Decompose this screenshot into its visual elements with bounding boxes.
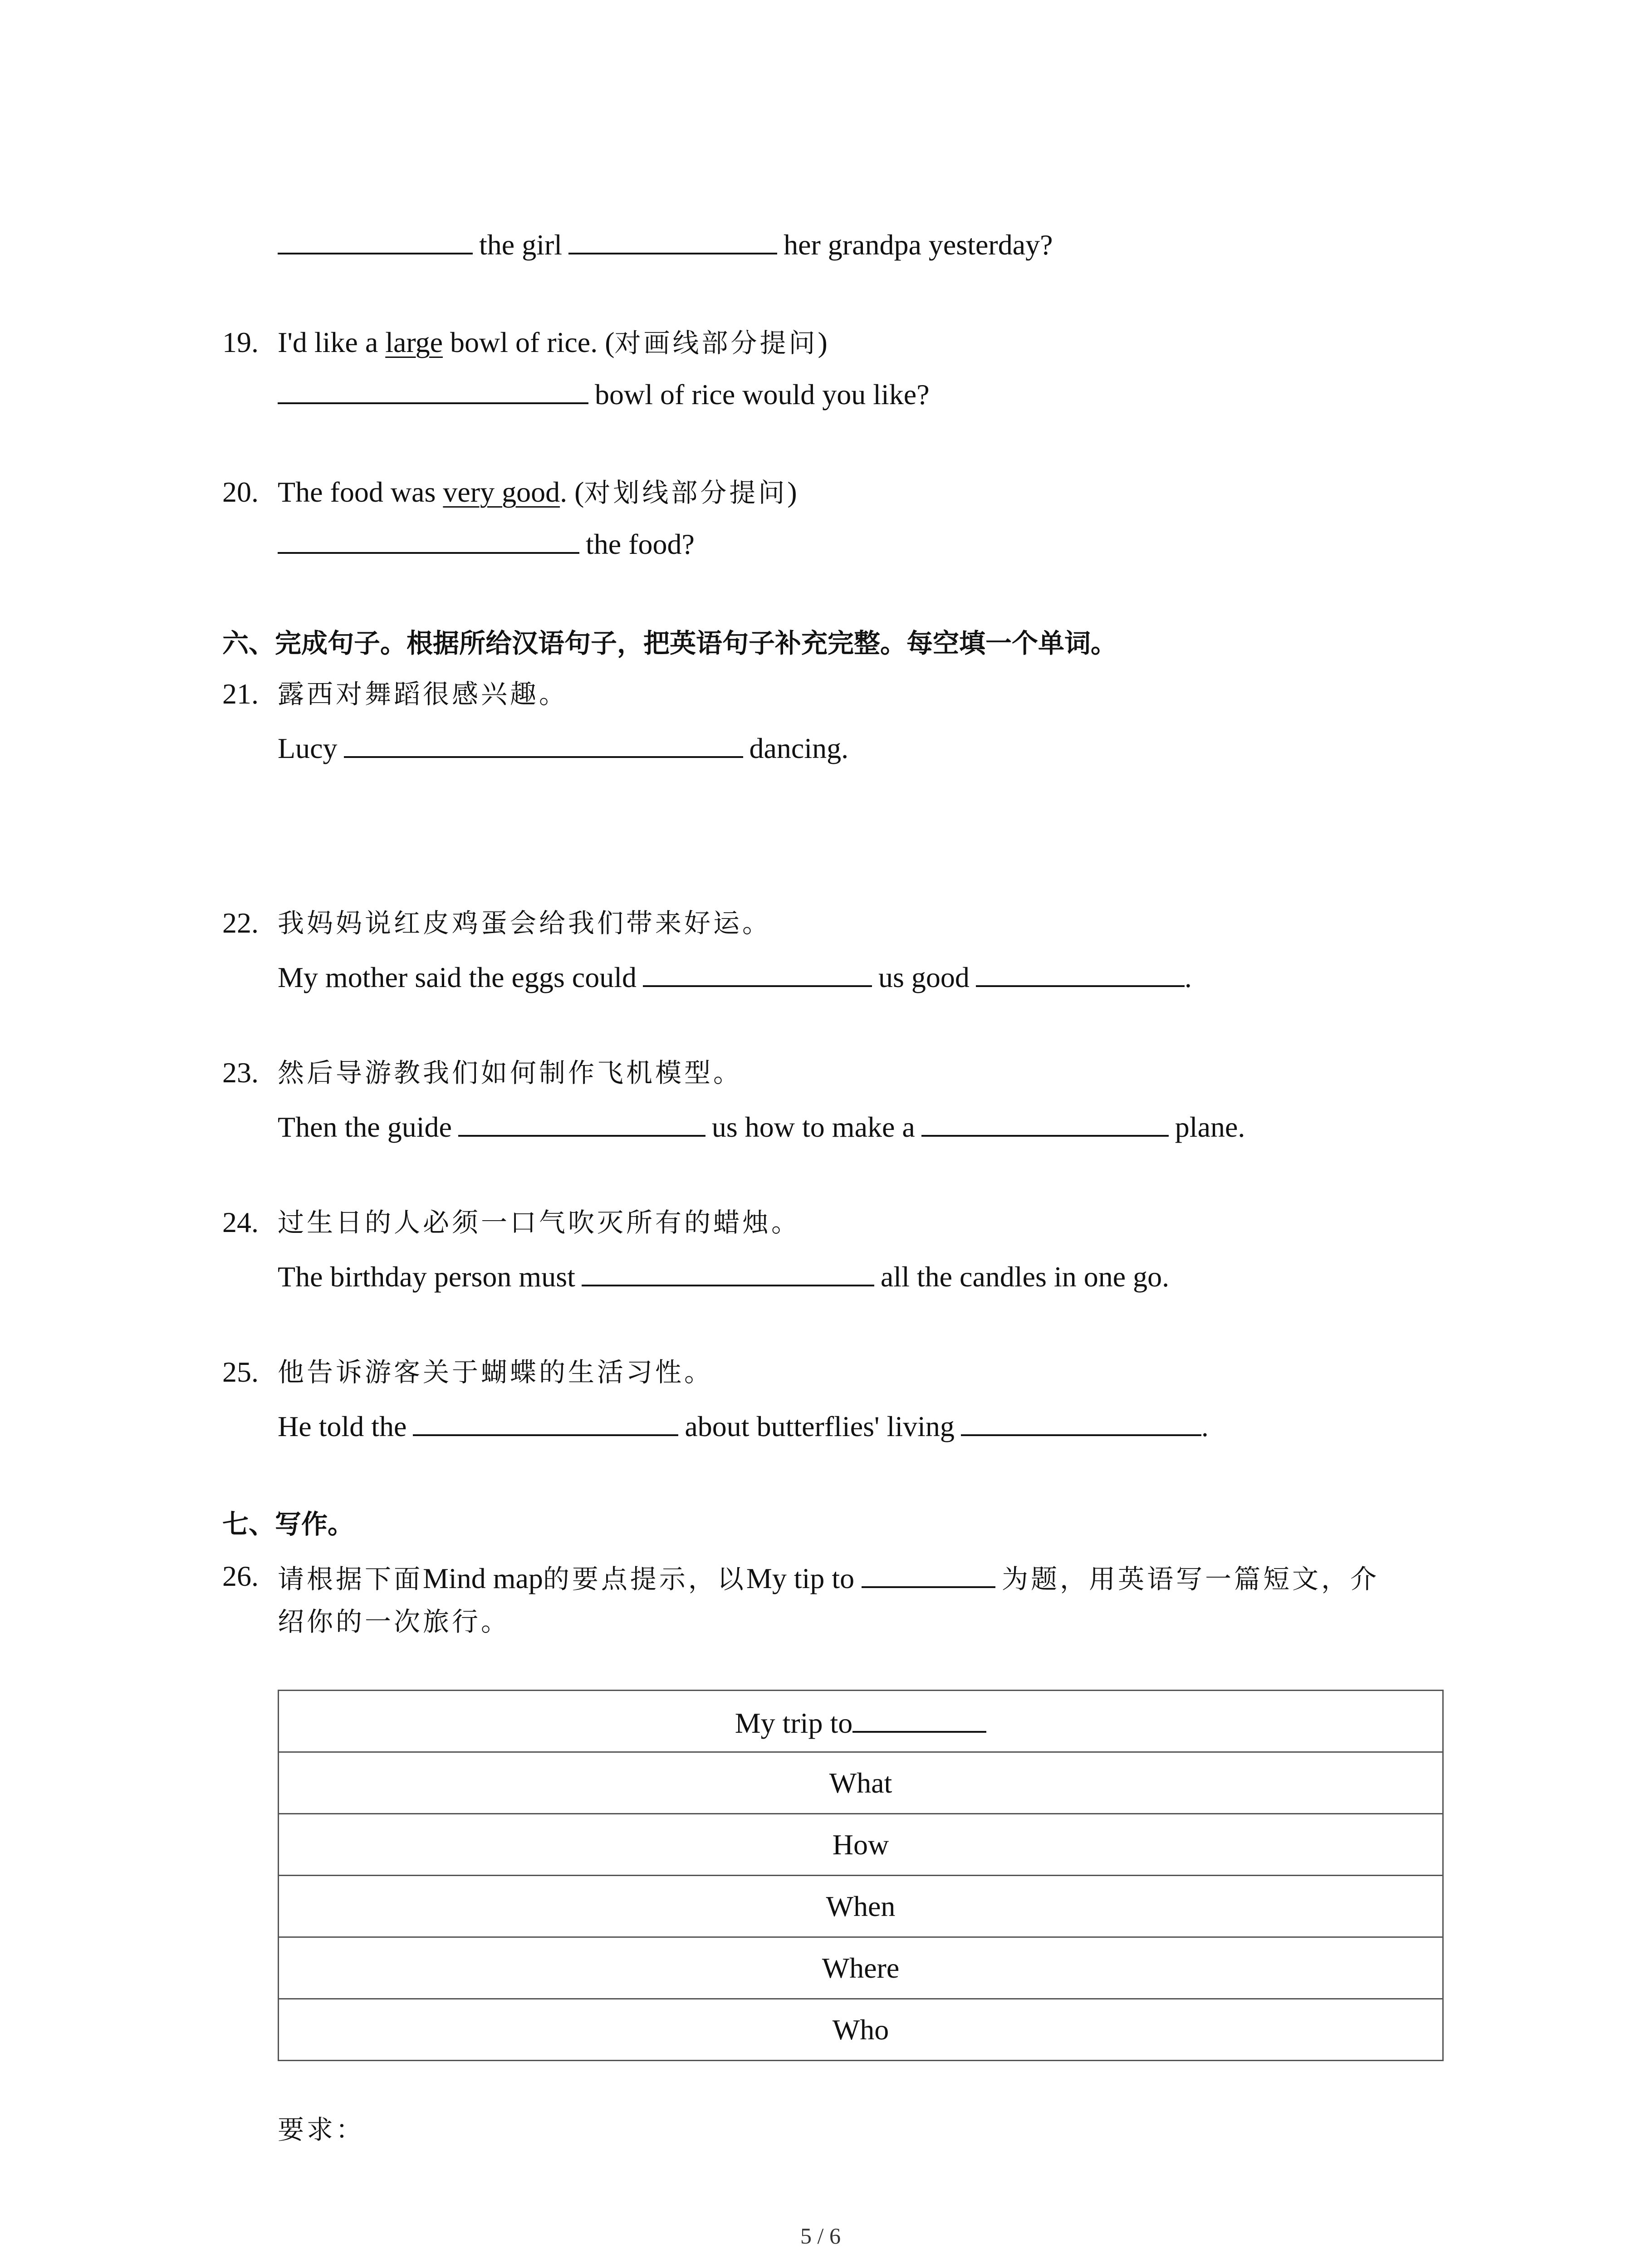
table-row [279, 1999, 1443, 2061]
q21-english [278, 728, 848, 767]
q24-english [278, 1256, 1169, 1295]
q19-underlined: large [385, 326, 443, 358]
q22-chinese: 我妈妈说红皮鸡蛋会给我们带来好运。 [278, 908, 772, 938]
mind-map-cell: Where [279, 1937, 1443, 1999]
q20-underlined: very good [443, 476, 560, 508]
mind-map-cell: How [279, 1814, 1443, 1876]
q24-text-a: The birthday person must [278, 1261, 575, 1293]
table-row [279, 1876, 1443, 1937]
q23-text-b: us how to make a [711, 1111, 915, 1143]
q26-part2: Mind map [423, 1562, 543, 1594]
q19-answer-tail: bowl of rice would you like? [595, 378, 930, 411]
q20-answer-line [278, 524, 695, 562]
mind-map-cell: Who [279, 1999, 1443, 2061]
answer-blank[interactable] [278, 225, 473, 254]
answer-blank[interactable] [568, 225, 777, 254]
q26-prompt-line1 [278, 1558, 1379, 1597]
mind-map-title: My trip to [735, 1706, 853, 1739]
q21-text-b: dancing. [749, 732, 849, 764]
question-number: 21. [222, 678, 259, 710]
q23-english [278, 1107, 1245, 1145]
question-number: 26. [222, 1560, 259, 1592]
answer-blank[interactable] [458, 1107, 705, 1137]
question-number: 25. [222, 1356, 259, 1388]
section-6-title: 六、完成句子。根据所给汉语句子，把英语句子补充完整。每空填一个单词。 [222, 628, 1117, 659]
q26-prompt-line2: 绍你的一次旅行。 [278, 1606, 510, 1637]
q24-text-b: all the candles in one go. [880, 1261, 1170, 1293]
answer-blank[interactable] [643, 957, 872, 987]
mind-map-table [278, 1690, 1444, 2061]
q20-close: ) [787, 476, 797, 508]
q23-chinese: 然后导游教我们如何制作飞机模型。 [278, 1057, 743, 1088]
answer-blank[interactable] [921, 1107, 1169, 1137]
answer-blank[interactable] [278, 524, 579, 554]
q26-part4: My tip to [746, 1562, 862, 1594]
q19-post: bowl of rice. ( [442, 326, 615, 358]
mind-map-cell: What [279, 1752, 1443, 1814]
q25-text-a: He told the [278, 1410, 407, 1442]
q26-part1: 请根据下面 [278, 1564, 423, 1594]
answer-blank[interactable] [582, 1256, 874, 1286]
q20-instruction: 对划线部分提问 [584, 477, 788, 508]
q22-text-b: us good [878, 961, 970, 993]
table-row [279, 1814, 1443, 1876]
q26-part5: 为题，用英语写一篇短文，介 [1002, 1564, 1380, 1594]
q22-english [278, 957, 1192, 996]
section-7-title: 七、写作。 [222, 1509, 354, 1540]
answer-blank[interactable] [852, 1703, 986, 1733]
question-number: 20. [222, 476, 259, 508]
table-row [279, 1937, 1443, 1999]
q23-text-a: Then the guide [278, 1111, 452, 1143]
page-number: 5 / 6 [800, 2223, 841, 2248]
mind-map-cell: When [279, 1876, 1443, 1937]
question-number: 19. [222, 326, 259, 358]
q20-answer-tail: the food? [586, 528, 695, 560]
q19-prompt [278, 324, 828, 361]
question-number: 24. [222, 1206, 259, 1238]
table-row [279, 1752, 1443, 1814]
q19-instruction: 对画线部分提问 [614, 327, 818, 358]
answer-blank[interactable] [413, 1406, 678, 1436]
question-number: 23. [222, 1056, 259, 1089]
q24-chinese: 过生日的人必须一口气吹灭所有的蜡烛。 [278, 1207, 801, 1238]
q18-answer-line [278, 225, 1053, 263]
q25-text-c: . [1201, 1410, 1209, 1442]
q20-prompt [278, 474, 797, 511]
q19-close: ) [818, 326, 828, 358]
answer-blank[interactable] [862, 1558, 995, 1588]
answer-blank[interactable] [278, 374, 588, 404]
q22-text-a: My mother said the eggs could [278, 961, 637, 993]
q22-text-c: . [1184, 961, 1192, 993]
q25-text-b: about butterflies' living [685, 1410, 955, 1442]
q18-text-a: the girl [479, 229, 563, 261]
q21-chinese: 露西对舞蹈很感兴趣。 [278, 679, 568, 709]
q18-text-b: her grandpa yesterday? [784, 229, 1053, 261]
q20-pre: The food was [278, 476, 443, 508]
table-row [279, 1691, 1443, 1752]
q19-pre: I'd like a [278, 326, 386, 358]
requirement-label: 要求： [278, 2114, 365, 2145]
q19-answer-line [278, 374, 930, 413]
q25-chinese: 他告诉游客关于蝴蝶的生活习性。 [278, 1357, 714, 1388]
answer-blank[interactable] [976, 957, 1185, 987]
q25-english [278, 1406, 1209, 1445]
q26-part3: 的要点提示，以 [543, 1564, 746, 1594]
q21-text-a: Lucy [278, 732, 338, 764]
question-number: 22. [222, 907, 259, 939]
q23-text-c: plane. [1175, 1111, 1245, 1143]
answer-blank[interactable] [961, 1406, 1201, 1436]
mind-map-title-cell [279, 1691, 1443, 1752]
answer-blank[interactable] [344, 728, 743, 758]
q20-post: . ( [560, 476, 584, 508]
